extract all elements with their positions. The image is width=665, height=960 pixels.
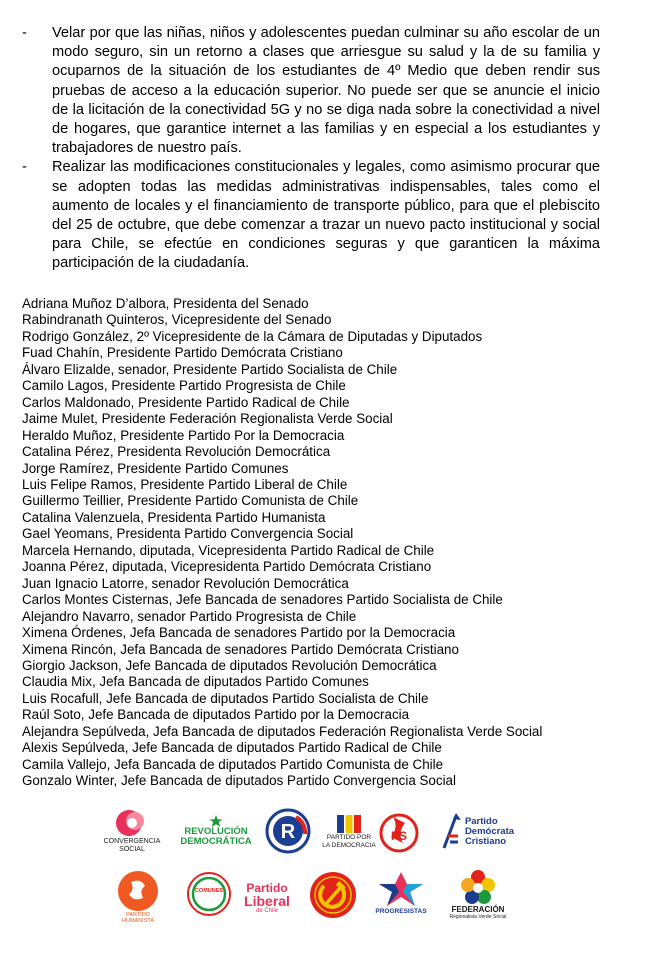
signatories-list bbox=[22, 296, 642, 790]
logo-caption: REVOLUCIÓN bbox=[184, 826, 248, 837]
logo-caption: Liberal bbox=[244, 892, 290, 909]
signatory: Gonzalo Winter, Jefe Bancada de diputados Partido Convergencia Social bbox=[22, 773, 456, 789]
signatory: Luis Felipe Ramos, Presidente Partido Liberal de Chile bbox=[22, 476, 348, 492]
bullet-item bbox=[22, 158, 600, 273]
signatory: Camilo Lagos, Presidente Partido Progresista de Chile bbox=[22, 378, 346, 394]
logo-caption: Cristiano bbox=[464, 836, 507, 847]
logo-caption: LA DEMOCRACIA bbox=[322, 842, 376, 849]
logo-federacion bbox=[436, 863, 520, 925]
logo-revolucion-democratica bbox=[176, 809, 256, 853]
logo-caption: COMUNES bbox=[194, 888, 224, 894]
hammer-sickle-icon bbox=[308, 870, 358, 920]
signatory: Alejandra Sepúlveda, Jefa Bancada de diputados Federación Regionalista Verde Social bbox=[22, 723, 543, 739]
logo-partido-humanista bbox=[112, 869, 164, 925]
signatory: Alejandro Navarro, senador Partido Progresista de Chile bbox=[22, 608, 357, 624]
signatory: Gael Yeomans, Presidenta Partido Convergencia Social bbox=[22, 526, 354, 542]
comunes-logo-icon bbox=[186, 871, 232, 917]
bullet-text: Realizar las modificaciones constitucionales y legales, como asimismo procurar que se adopten todas las medidas administrativas indispensables, tales como el aumento de locales y el financiamiento de transporte público, para que el plebiscito del 25 de octubre, que debe comenzar a trazar un nuevo pacto institucional y social para Chile, se efectúe en condiciones seguras y que garanticen la máxima participación de la ciudadanía. bbox=[52, 159, 600, 272]
logo-caption: SOCIAL bbox=[119, 846, 145, 853]
signatory: Camila Vallejo, Jefa Bancada de diputados Partido Comunista de Chile bbox=[22, 756, 444, 772]
logo-caption: Partido bbox=[464, 816, 498, 827]
logo-caption: PROGRESISTAS bbox=[375, 908, 427, 915]
logo-caption: Partido bbox=[246, 880, 288, 895]
signatory: Carlos Montes Cisternas, Jefe Bancada de senadores Partido Socialista de Chile bbox=[22, 592, 503, 608]
signatory: Jorge Ramírez, Presidente Partido Comunes bbox=[22, 460, 289, 476]
signatory: Juan Ignacio Latorre, senador Revolución Democrática bbox=[22, 575, 349, 591]
signatory: Álvaro Elizalde, senador, Presidente Partido Socialista de Chile bbox=[22, 361, 398, 377]
signatory: Alexis Sepúlveda, Jefe Bancada de diputados Partido Radical de Chile bbox=[22, 740, 442, 756]
logo-partido-radical bbox=[264, 805, 312, 857]
logo-caption: DEMOCRÁTICA bbox=[180, 836, 252, 847]
signatory: Carlos Maldonado, Presidente Partido Radical de Chile bbox=[22, 394, 350, 410]
signatory: Claudia Mix, Jefa Bancada de diputados Partido Comunes bbox=[22, 674, 369, 690]
bullet-item bbox=[22, 24, 600, 158]
bullet-text: Velar por que las niñas, niños y adolescentes puedan culminar su año escolar de un modo seguro, sin un retorno a clases que arriesgue su salud y la de su familia y ocuparnos de la situación de los estudiantes de 4º Medio que deben rendir sus pruebas de acceso a la educación superior. No puede ser que se anuncie el inicio de la licitación de la conectividad 5G y no se diga nada sobre la conectividad a nivel de hogares, que garantice internet a las familias y en especial a los estudiantes y trabajadores de nuestro país. bbox=[52, 25, 600, 157]
bullet-dash: - bbox=[22, 159, 27, 176]
logo-caption: Demócrata bbox=[464, 826, 515, 837]
logo-letter: R bbox=[280, 821, 296, 843]
signatory: Fuad Chahín, Presidente Partido Demócrata Cristiano bbox=[22, 345, 343, 361]
signatory: Rabindranath Quinteros, Vicepresidente del Senado bbox=[22, 312, 332, 328]
party-logos bbox=[100, 805, 620, 945]
signatory: Adriana Muñoz D’albora, Presidenta del Senado bbox=[22, 296, 309, 311]
bullet-dash: - bbox=[22, 25, 27, 41]
logo-partido-liberal bbox=[236, 875, 298, 921]
signatory: Joanna Pérez, diputada, Vicepresidenta Partido Demócrata Cristiano bbox=[22, 559, 432, 575]
signatory: Jaime Mulet, Presidente Federación Regionalista Verde Social bbox=[22, 411, 393, 427]
signatory: Catalina Pérez, Presidenta Revolución Democrática bbox=[22, 444, 331, 460]
signatory: Giorgio Jackson, Jefe Bancada de diputados Revolución Democrática bbox=[22, 657, 437, 673]
logo-partido-comunista bbox=[306, 867, 360, 923]
convergencia-social-logo-icon bbox=[112, 808, 152, 838]
signatory: Ximena Órdenes, Jefa Bancada de senadores Partido por la Democracia bbox=[22, 625, 456, 641]
logo-caption: HUMANISTA bbox=[122, 918, 154, 924]
logo-caption: FEDERACIÓN bbox=[451, 904, 505, 914]
signatory: Guillermo Teillier, Presidente Partido Comunista de Chile bbox=[22, 493, 359, 509]
partido-socialista-logo-icon bbox=[377, 813, 421, 853]
logo-ppd bbox=[318, 809, 380, 855]
signatory: Catalina Valenzuela, Presidenta Partido Humanista bbox=[22, 509, 326, 525]
dc-arrow-logo-icon bbox=[440, 812, 462, 852]
signatory: Marcela Hernando, diputada, Vicepresidenta Partido Radical de Chile bbox=[22, 542, 435, 558]
logo-caption: de Chile bbox=[255, 907, 278, 914]
logo-caption: CONVERGENCIA bbox=[103, 838, 161, 845]
logo-convergencia-social bbox=[100, 805, 164, 857]
signatory: Ximena Rincón, Jefa Bancada de senadores Partido Demócrata Cristiano bbox=[22, 641, 459, 657]
logo-progresistas bbox=[368, 867, 434, 919]
logo-caption: Regionalista Verde Social bbox=[449, 913, 507, 920]
logo-caption: PARTIDO bbox=[126, 912, 150, 918]
progresistas-star-icon bbox=[373, 870, 429, 908]
signatory: Heraldo Muñoz, Presidente Partido Por la Democracia bbox=[22, 427, 345, 443]
logo-partido-socialista bbox=[376, 811, 422, 855]
logo-letters: PS bbox=[390, 829, 408, 843]
signatory: Luis Rocafull, Jefe Bancada de diputados Partido Socialista de Chile bbox=[22, 690, 429, 706]
signatory: Rodrigo González, 2º Vicepresidente de la Cámara de Diputadas y Diputados bbox=[22, 328, 483, 344]
signatory: Raúl Soto, Jefe Bancada de diputados Partido por la Democracia bbox=[22, 707, 410, 723]
humanista-logo-icon bbox=[117, 870, 159, 912]
ppd-logo-icon bbox=[336, 814, 362, 834]
bullet-list bbox=[22, 24, 600, 274]
partido-radical-logo-icon bbox=[265, 808, 311, 854]
federacion-flower-icon bbox=[458, 869, 498, 905]
logo-caption: PARTIDO POR bbox=[326, 834, 372, 841]
logo-comunes bbox=[184, 869, 234, 919]
logo-dc bbox=[434, 807, 520, 857]
